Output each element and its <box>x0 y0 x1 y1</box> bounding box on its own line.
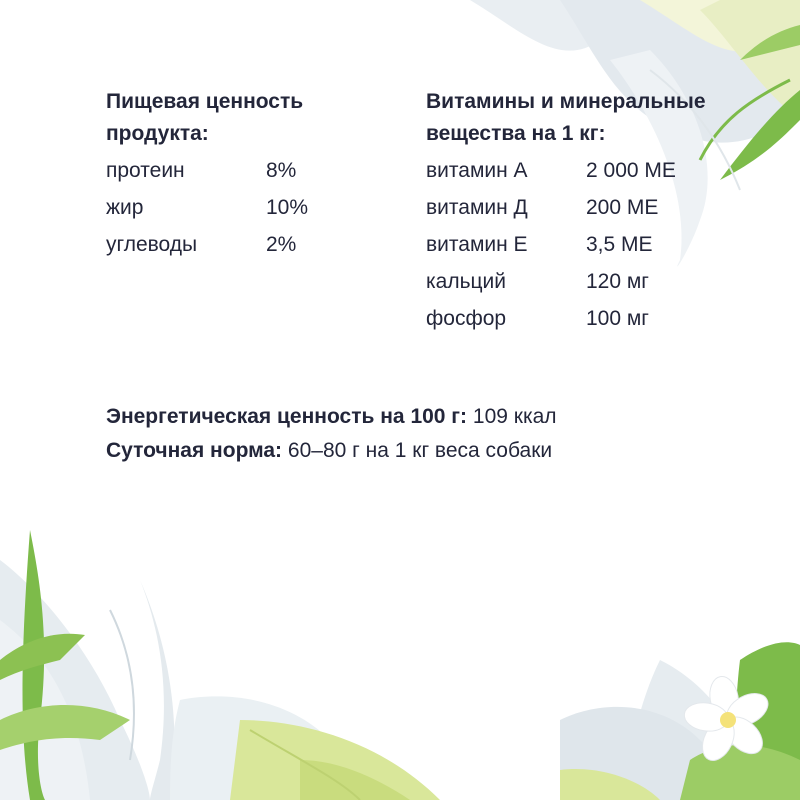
nutrition-heading-line2: продукта: <box>106 122 209 145</box>
nutrition-row <box>106 152 296 189</box>
nutrition-row <box>106 226 296 263</box>
vitamin-row <box>426 189 658 226</box>
daily-norm-value: 60–80 г на 1 кг веса собаки <box>287 439 553 462</box>
vitamin-row-value: 2 000 МЕ <box>586 159 676 182</box>
nutrition-row-value: 2% <box>266 233 297 256</box>
vitamin-row-value: 120 мг <box>586 270 649 293</box>
vitamin-row-label: кальций <box>426 270 507 293</box>
vitamin-row-label: витамин А <box>426 159 528 182</box>
nutrition-heading <box>106 86 366 150</box>
vitamin-row-value: 100 мг <box>586 307 649 330</box>
vitamin-row-label: фосфор <box>426 307 507 330</box>
energy-value: 109 ккал <box>472 405 557 428</box>
vitamin-row <box>426 226 653 263</box>
nutrition-heading-line1: Пищевая ценность <box>106 90 304 113</box>
nutrition-row-label: жир <box>106 196 144 219</box>
vitamin-row <box>426 263 649 300</box>
daily-norm-line <box>106 434 552 468</box>
vitamins-heading-line2: вещества на 1 кг: <box>426 122 606 145</box>
vitamins-heading-line1: Витамины и минеральные <box>426 90 706 113</box>
vitamins-heading <box>426 86 746 150</box>
vitamin-row <box>426 300 649 337</box>
vitamin-row <box>426 152 676 189</box>
energy-value-line <box>106 400 557 434</box>
vitamin-row-value: 200 МЕ <box>586 196 659 219</box>
energy-label: Энергетическая ценность на 100 г: <box>106 405 468 428</box>
vitamin-row-label: витамин Д <box>426 196 528 219</box>
nutrition-row-label: протеин <box>106 159 185 182</box>
daily-norm-label: Суточная норма: <box>106 439 283 462</box>
vitamin-row-value: 3,5 МЕ <box>586 233 653 256</box>
nutrition-row-label: углеводы <box>106 233 198 256</box>
nutrition-row <box>106 189 308 226</box>
nutrition-row-value: 8% <box>266 159 297 182</box>
nutrition-row-value: 10% <box>266 196 309 219</box>
vitamin-row-label: витамин Е <box>426 233 528 256</box>
